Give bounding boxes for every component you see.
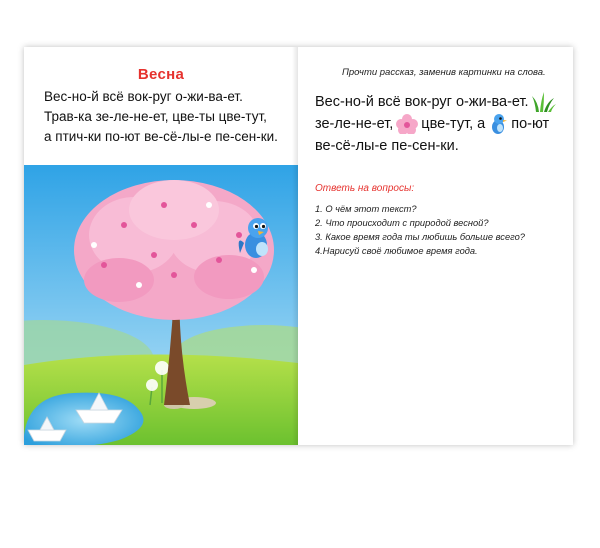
instruction-text: Прочти рассказ, заменив картинки на слова. xyxy=(342,67,546,78)
rebus-line xyxy=(315,113,570,135)
book-spread xyxy=(24,47,573,445)
question-item: 2. Что происходит с природой весной? xyxy=(315,218,489,228)
grass-icon xyxy=(532,92,556,112)
rebus-line xyxy=(315,135,570,157)
rebus-text-fragment: Вес-но-й всё вок-руг о-жи-ва-ет. xyxy=(315,94,529,110)
rebus-text-fragment: зе-ле-не-ет, xyxy=(315,116,394,132)
spring-illustration xyxy=(24,165,298,445)
rebus-text-fragment: ве-сё-лы-е пе-сен-ки. xyxy=(315,138,459,154)
story-line: а птич-ки по-ют ве-сё-лы-е пе-сен-ки. xyxy=(44,129,278,144)
rebus-line xyxy=(315,91,570,113)
story-line: Вес-но-й всё вок-руг о-жи-ва-ет. xyxy=(44,89,243,104)
question-item: 4.Нарисуй своё любимое время года. xyxy=(315,246,478,256)
page-title: Весна xyxy=(137,66,185,83)
rebus-text xyxy=(315,91,570,157)
blossom-crown xyxy=(74,180,274,320)
story-text xyxy=(44,87,294,147)
left-page xyxy=(24,47,298,445)
questions-title: Ответь на вопросы: xyxy=(315,183,415,194)
question-item: 1. О чём этот текст? xyxy=(315,204,417,214)
questions-list xyxy=(315,202,525,258)
right-page xyxy=(298,47,573,445)
story-line: Трав-ка зе-ле-не-ет, цве-ты цве-тут, xyxy=(44,109,267,124)
rebus-text-fragment: цве-тут, а xyxy=(421,116,486,132)
bird-icon xyxy=(488,114,508,134)
question-item: 3. Какое время года ты любишь больше всего? xyxy=(315,232,525,242)
flower-icon xyxy=(396,114,418,134)
rebus-text-fragment: по-ют xyxy=(511,116,550,132)
